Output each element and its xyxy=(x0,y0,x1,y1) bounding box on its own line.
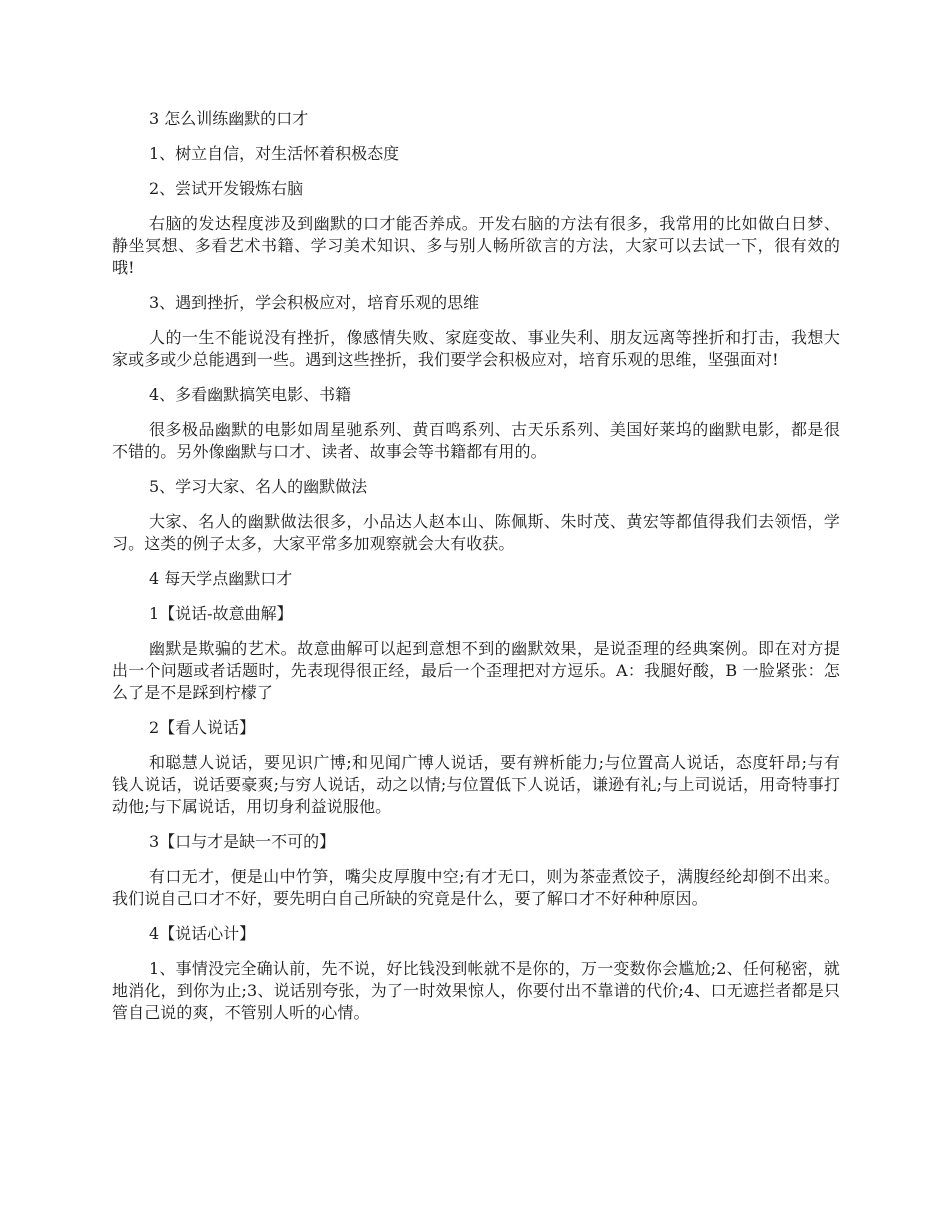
paragraph-misinterpret: 幽默是欺骗的艺术。故意曲解可以起到意想不到的幽默效果，是说歪理的经典案例。即在对方提出一个问题或者话题时，先表现得很正经，最后一个歪理把对方逗乐。A：我腿好酸，B 一脸紧张：怎么了是不是踩到柠檬了 xyxy=(112,639,840,702)
tip-heading-speaking-wisdom: 4【说话心计】 xyxy=(149,924,256,943)
paragraph-speech-talent: 有口无才，便是山中竹笋，嘴尖皮厚腹中空;有才无口，则为茶壶煮饺子，满腹经纶却倒不出来。我们说自己口才不好，要先明白自己所缺的究竟是什么，要了解口才不好种种原因。 xyxy=(112,867,840,908)
paragraph-celebrities: 大家、名人的幽默做法很多，小品达人赵本山、陈佩斯、朱时茂、黄宏等都值得我们去领悟，学习。这类的例子太多，大家平常多加观察就会大有收获。 xyxy=(112,512,840,553)
tip-heading-comedy: 4、多看幽默搞笑电影、书籍 xyxy=(149,385,352,404)
tip-heading-misinterpret: 1【说话-故意曲解】 xyxy=(149,604,293,623)
tip-heading-speech-talent: 3【口与才是缺一不可的】 xyxy=(149,832,336,851)
tip-heading-audience: 2【看人说话】 xyxy=(149,718,256,737)
paragraph-setbacks: 人的一生不能说没有挫折，像感情失败、家庭变故、事业失利、朋友远离等挫折和打击，我想大家或多或少总能遇到一些。遇到这些挫折，我们要学会积极应对，培育乐观的思维，坚强面对! xyxy=(112,328,840,369)
paragraph-comedy: 很多极品幽默的电影如周星驰系列、黄百鸣系列、古天乐系列、美国好莱坞的幽默电影，都是很不错的。另外像幽默与口才、读者、故事会等书籍都有用的。 xyxy=(112,420,840,461)
tip-heading-celebrities: 5、学习大家、名人的幽默做法 xyxy=(149,477,368,496)
section-heading-humor-training: 3 怎么训练幽默的口才 xyxy=(149,109,309,128)
document-body xyxy=(112,108,840,1037)
section-heading-daily-humor: 4 每天学点幽默口才 xyxy=(149,569,293,588)
paragraph-audience: 和聪慧人说话，要见识广博;和见闻广博人说话，要有辨析能力;与位置高人说话，态度轩昂;与有钱人说话，说话要豪爽;与穷人说话，动之以情;与位置低下人说话，谦逊有礼;与上司说话，用奇特事打动他;与下属说话，用切身利益说服他。 xyxy=(112,753,840,816)
tip-heading-confidence: 1、树立自信，对生活怀着积极态度 xyxy=(149,144,400,163)
tip-heading-right-brain: 2、尝试开发锻炼右脑 xyxy=(149,179,304,198)
paragraph-right-brain: 右脑的发达程度涉及到幽默的口才能否养成。开发右脑的方法有很多，我常用的比如做白日梦、静坐冥想、多看艺术书籍、学习美术知识、多与别人畅所欲言的方法，大家可以去试一下，很有效的哦! xyxy=(112,214,840,277)
tip-heading-setbacks: 3、遇到挫折，学会积极应对，培育乐观的思维 xyxy=(149,293,480,312)
paragraph-speaking-wisdom: 1、事情没完全确认前，先不说，好比钱没到帐就不是你的，万一变数你会尴尬;2、任何秘密，就地消化，到你为止;3、说话别夸张，为了一时效果惊人，你要付出不靠谱的代价;4、口无遮拦者都是只管自己说的爽，不管别人听的心情。 xyxy=(112,959,840,1022)
